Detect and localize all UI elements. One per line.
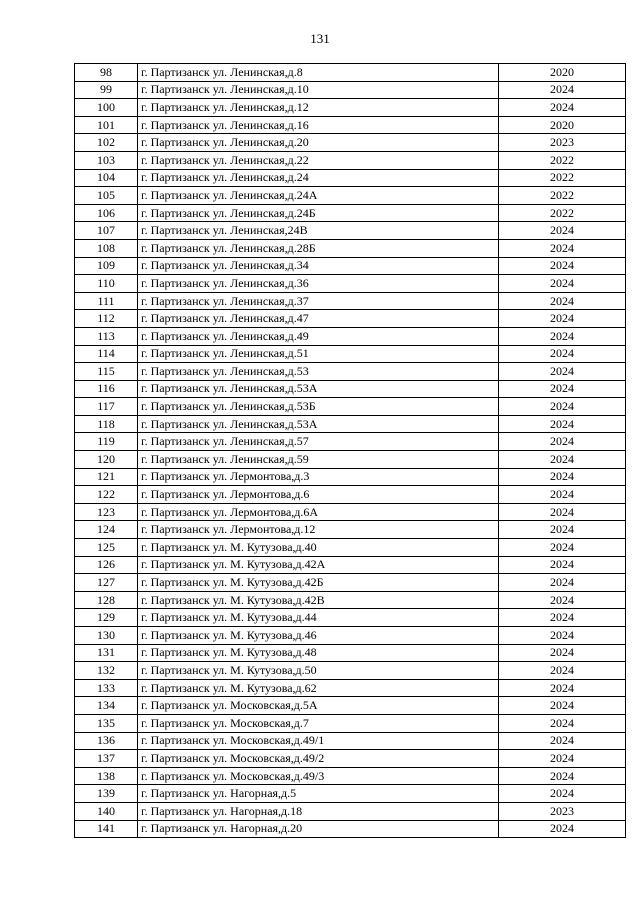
row-number: 100 bbox=[75, 99, 138, 117]
row-number: 99 bbox=[75, 81, 138, 99]
row-number: 98 bbox=[75, 64, 138, 82]
table-row bbox=[75, 187, 626, 205]
row-number: 113 bbox=[75, 327, 138, 345]
row-address: г. Партизанск ул. Ленинская,д.59 bbox=[138, 451, 499, 469]
row-address: г. Партизанск ул. Ленинская,д.34 bbox=[138, 257, 499, 275]
row-number: 129 bbox=[75, 609, 138, 627]
row-address: г. Партизанск ул. Ленинская,д.8 bbox=[138, 64, 499, 82]
row-year: 2024 bbox=[499, 363, 626, 381]
row-year: 2024 bbox=[499, 292, 626, 310]
row-number: 122 bbox=[75, 486, 138, 504]
row-address: г. Партизанск ул. Ленинская,д.53Б bbox=[138, 398, 499, 416]
row-number: 112 bbox=[75, 310, 138, 328]
row-address: г. Партизанск ул. М. Кутузова,д.62 bbox=[138, 679, 499, 697]
row-year: 2024 bbox=[499, 398, 626, 416]
table-row bbox=[75, 609, 626, 627]
row-year: 2024 bbox=[499, 609, 626, 627]
row-year: 2024 bbox=[499, 239, 626, 257]
row-number: 124 bbox=[75, 521, 138, 539]
table-row bbox=[75, 503, 626, 521]
row-address: г. Партизанск ул. Ленинская,д.36 bbox=[138, 275, 499, 293]
row-number: 138 bbox=[75, 767, 138, 785]
row-number: 105 bbox=[75, 187, 138, 205]
row-year: 2024 bbox=[499, 486, 626, 504]
table-row bbox=[75, 275, 626, 293]
row-number: 131 bbox=[75, 644, 138, 662]
table-row bbox=[75, 644, 626, 662]
row-year: 2024 bbox=[499, 345, 626, 363]
table-body bbox=[75, 64, 626, 838]
row-number: 116 bbox=[75, 380, 138, 398]
row-address: г. Партизанск ул. М. Кутузова,д.46 bbox=[138, 627, 499, 645]
row-year: 2024 bbox=[499, 310, 626, 328]
row-address: г. Партизанск ул. М. Кутузова,д.40 bbox=[138, 539, 499, 557]
row-number: 141 bbox=[75, 820, 138, 838]
table-row bbox=[75, 574, 626, 592]
row-number: 109 bbox=[75, 257, 138, 275]
row-number: 127 bbox=[75, 574, 138, 592]
row-year: 2024 bbox=[499, 714, 626, 732]
row-year: 2024 bbox=[499, 820, 626, 838]
row-year: 2024 bbox=[499, 503, 626, 521]
row-number: 102 bbox=[75, 134, 138, 152]
row-year: 2024 bbox=[499, 785, 626, 803]
row-address: г. Партизанск ул. Нагорная,д.20 bbox=[138, 820, 499, 838]
row-address: г. Партизанск ул. Ленинская,д.16 bbox=[138, 116, 499, 134]
row-year: 2024 bbox=[499, 468, 626, 486]
row-year: 2024 bbox=[499, 697, 626, 715]
table-row bbox=[75, 99, 626, 117]
row-year: 2024 bbox=[499, 556, 626, 574]
table-row bbox=[75, 591, 626, 609]
row-number: 136 bbox=[75, 732, 138, 750]
row-number: 121 bbox=[75, 468, 138, 486]
table-row bbox=[75, 802, 626, 820]
row-address: г. Партизанск ул. Ленинская,д.22 bbox=[138, 151, 499, 169]
row-address: г. Партизанск ул. М. Кутузова,д.42А bbox=[138, 556, 499, 574]
row-address: г. Партизанск ул. Ленинская,д.10 bbox=[138, 81, 499, 99]
row-number: 115 bbox=[75, 363, 138, 381]
table-row bbox=[75, 714, 626, 732]
table-row bbox=[75, 415, 626, 433]
row-number: 139 bbox=[75, 785, 138, 803]
row-number: 119 bbox=[75, 433, 138, 451]
row-year: 2024 bbox=[499, 662, 626, 680]
table-row bbox=[75, 521, 626, 539]
row-number: 108 bbox=[75, 239, 138, 257]
row-number: 103 bbox=[75, 151, 138, 169]
table-row bbox=[75, 398, 626, 416]
table-row bbox=[75, 81, 626, 99]
row-year: 2024 bbox=[499, 257, 626, 275]
row-year: 2024 bbox=[499, 451, 626, 469]
row-number: 118 bbox=[75, 415, 138, 433]
table-row bbox=[75, 732, 626, 750]
row-address: г. Партизанск ул. Ленинская,д.24 bbox=[138, 169, 499, 187]
row-year: 2024 bbox=[499, 732, 626, 750]
row-year: 2022 bbox=[499, 204, 626, 222]
row-address: г. Партизанск ул. Ленинская,д.49 bbox=[138, 327, 499, 345]
row-address: г. Партизанск ул. Ленинская,д.57 bbox=[138, 433, 499, 451]
row-year: 2024 bbox=[499, 679, 626, 697]
row-address: г. Партизанск ул. М. Кутузова,д.42В bbox=[138, 591, 499, 609]
page-number: 131 bbox=[310, 31, 330, 46]
housing-register-table bbox=[74, 63, 626, 838]
row-address: г. Партизанск ул. Ленинская,д.53 bbox=[138, 363, 499, 381]
row-number: 133 bbox=[75, 679, 138, 697]
row-number: 140 bbox=[75, 802, 138, 820]
row-address: г. Партизанск ул. Ленинская,д.53А bbox=[138, 380, 499, 398]
row-number: 106 bbox=[75, 204, 138, 222]
row-number: 104 bbox=[75, 169, 138, 187]
row-address: г. Партизанск ул. Ленинская,д.53А bbox=[138, 415, 499, 433]
row-year: 2023 bbox=[499, 802, 626, 820]
table-row bbox=[75, 345, 626, 363]
row-number: 120 bbox=[75, 451, 138, 469]
row-year: 2020 bbox=[499, 116, 626, 134]
table-row bbox=[75, 539, 626, 557]
table-row bbox=[75, 327, 626, 345]
row-number: 114 bbox=[75, 345, 138, 363]
row-year: 2024 bbox=[499, 275, 626, 293]
row-address: г. Партизанск ул. Московская,д.5А bbox=[138, 697, 499, 715]
row-number: 134 bbox=[75, 697, 138, 715]
table-row bbox=[75, 627, 626, 645]
row-year: 2022 bbox=[499, 169, 626, 187]
row-number: 137 bbox=[75, 750, 138, 768]
row-year: 2024 bbox=[499, 521, 626, 539]
row-year: 2024 bbox=[499, 767, 626, 785]
table-row bbox=[75, 785, 626, 803]
row-year: 2024 bbox=[499, 380, 626, 398]
row-number: 110 bbox=[75, 275, 138, 293]
row-year: 2022 bbox=[499, 151, 626, 169]
row-address: г. Партизанск ул. Ленинская,д.24А bbox=[138, 187, 499, 205]
row-year: 2024 bbox=[499, 574, 626, 592]
row-number: 117 bbox=[75, 398, 138, 416]
row-address: г. Партизанск ул. Ленинская,д.24Б bbox=[138, 204, 499, 222]
row-number: 135 bbox=[75, 714, 138, 732]
table-row bbox=[75, 767, 626, 785]
table-row bbox=[75, 292, 626, 310]
row-year: 2024 bbox=[499, 99, 626, 117]
row-address: г. Партизанск ул. Лермонтова,д.12 bbox=[138, 521, 499, 539]
row-address: г. Партизанск ул. Московская,д.49/1 bbox=[138, 732, 499, 750]
row-address: г. Партизанск ул. Ленинская,д.12 bbox=[138, 99, 499, 117]
row-address: г. Партизанск ул. Ленинская,24В bbox=[138, 222, 499, 240]
row-address: г. Партизанск ул. М. Кутузова,д.48 bbox=[138, 644, 499, 662]
row-address: г. Партизанск ул. М. Кутузова,д.42Б bbox=[138, 574, 499, 592]
table-row bbox=[75, 134, 626, 152]
row-address: г. Партизанск ул. Лермонтова,д.3 bbox=[138, 468, 499, 486]
row-number: 128 bbox=[75, 591, 138, 609]
table-row bbox=[75, 750, 626, 768]
row-address: г. Партизанск ул. Лермонтова,д.6А bbox=[138, 503, 499, 521]
table-row bbox=[75, 697, 626, 715]
row-address: г. Партизанск ул. М. Кутузова,д.50 bbox=[138, 662, 499, 680]
table-row bbox=[75, 820, 626, 838]
row-year: 2024 bbox=[499, 591, 626, 609]
row-address: г. Партизанск ул. Московская,д.49/3 bbox=[138, 767, 499, 785]
table-row bbox=[75, 468, 626, 486]
table-row bbox=[75, 239, 626, 257]
table-row bbox=[75, 556, 626, 574]
row-address: г. Партизанск ул. Московская,д.49/2 bbox=[138, 750, 499, 768]
row-year: 2024 bbox=[499, 327, 626, 345]
row-address: г. Партизанск ул. Московская,д.7 bbox=[138, 714, 499, 732]
row-address: г. Партизанск ул. Нагорная,д.18 bbox=[138, 802, 499, 820]
row-year: 2024 bbox=[499, 644, 626, 662]
row-address: г. Партизанск ул. М. Кутузова,д.44 bbox=[138, 609, 499, 627]
table-row bbox=[75, 169, 626, 187]
table-row bbox=[75, 257, 626, 275]
row-year: 2024 bbox=[499, 750, 626, 768]
row-address: г. Партизанск ул. Ленинская,д.37 bbox=[138, 292, 499, 310]
row-number: 126 bbox=[75, 556, 138, 574]
row-year: 2024 bbox=[499, 627, 626, 645]
row-year: 2022 bbox=[499, 187, 626, 205]
row-number: 125 bbox=[75, 539, 138, 557]
row-year: 2023 bbox=[499, 134, 626, 152]
row-year: 2024 bbox=[499, 81, 626, 99]
row-number: 130 bbox=[75, 627, 138, 645]
row-year: 2024 bbox=[499, 539, 626, 557]
row-number: 101 bbox=[75, 116, 138, 134]
row-address: г. Партизанск ул. Нагорная,д.5 bbox=[138, 785, 499, 803]
row-number: 132 bbox=[75, 662, 138, 680]
table-row bbox=[75, 222, 626, 240]
table-row bbox=[75, 363, 626, 381]
row-number: 123 bbox=[75, 503, 138, 521]
table-row bbox=[75, 486, 626, 504]
row-address: г. Партизанск ул. Лермонтова,д.6 bbox=[138, 486, 499, 504]
row-number: 107 bbox=[75, 222, 138, 240]
table-row bbox=[75, 204, 626, 222]
row-year: 2024 bbox=[499, 222, 626, 240]
table-row bbox=[75, 433, 626, 451]
table-row bbox=[75, 116, 626, 134]
row-address: г. Партизанск ул. Ленинская,д.47 bbox=[138, 310, 499, 328]
row-year: 2020 bbox=[499, 64, 626, 82]
row-address: г. Партизанск ул. Ленинская,д.28Б bbox=[138, 239, 499, 257]
table-row bbox=[75, 451, 626, 469]
row-address: г. Партизанск ул. Ленинская,д.20 bbox=[138, 134, 499, 152]
table-row bbox=[75, 679, 626, 697]
table-row bbox=[75, 64, 626, 82]
table-row bbox=[75, 662, 626, 680]
table-row bbox=[75, 380, 626, 398]
row-address: г. Партизанск ул. Ленинская,д.51 bbox=[138, 345, 499, 363]
table-row bbox=[75, 151, 626, 169]
row-number: 111 bbox=[75, 292, 138, 310]
row-year: 2024 bbox=[499, 415, 626, 433]
row-year: 2024 bbox=[499, 433, 626, 451]
table-row bbox=[75, 310, 626, 328]
